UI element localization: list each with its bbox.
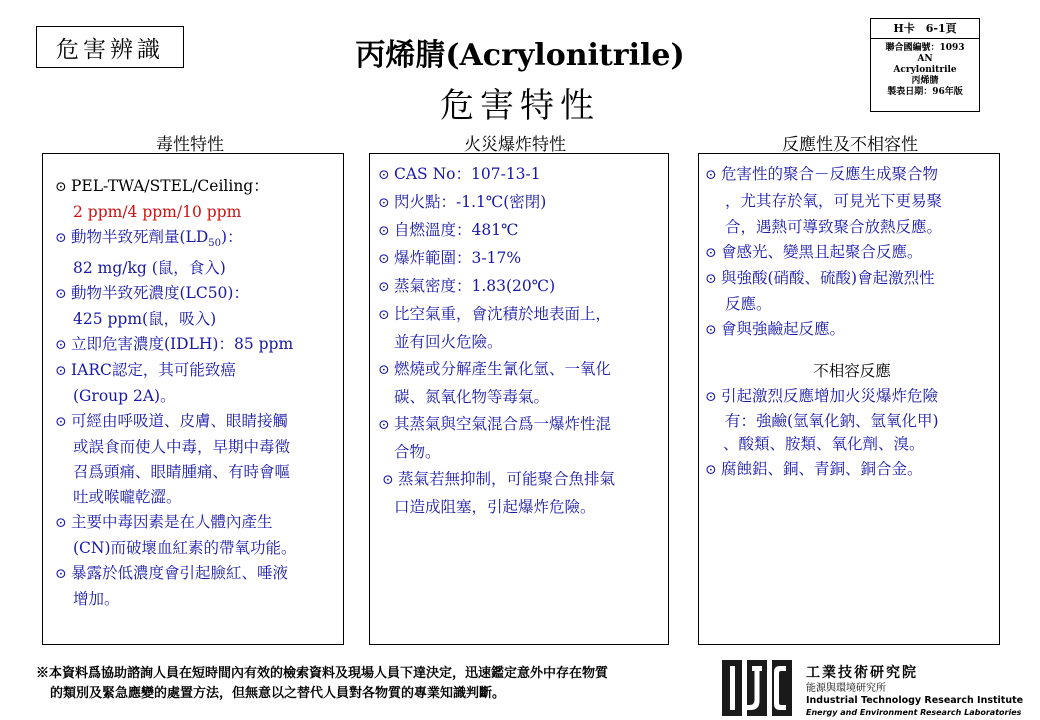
list-item: ⊙ 會感光、變黑且起聚合反應。 bbox=[705, 240, 999, 266]
english-name: Acrylonitrile bbox=[893, 65, 957, 75]
list-item: ⊙ 爆炸範圍：3-17% bbox=[378, 244, 668, 272]
hazard-identification-label: 危害辨識 bbox=[36, 26, 184, 68]
bullet-icon: ⊙ bbox=[55, 414, 67, 431]
list-item: ⊙ IARC認定，其可能致癌 bbox=[55, 358, 343, 384]
bullet-icon: ⊙ bbox=[705, 245, 717, 261]
org-english-name: Industrial Technology Research Institute bbox=[806, 695, 1024, 706]
disclaimer-note: ※本資料爲協助諮詢人員在短時間內有效的檢索資料及現場人員下達決定，迅速鑑定意外中存在物質 的類別及緊急應變的處置方法，但無意以之替代人員對各物質的專業知識判斷。 bbox=[36, 666, 609, 701]
reactivity-panel: ⊙ 危害性的聚合－反應生成聚合物 ，尤其存於氧，可見光下更易聚 合，遇熱可導致聚合放熱反應。 ⊙ 會感光、變黑且起聚合反應。 ⊙ 與強酸(硝酸、硫酸)會起激烈性 反應。 ⊙ 會與強鹼起反應。 不相容反應 ⊙ 引起激烈反應增加火災爆炸危險 有：強鹼(氫氧化鈉、氫氧化甲) 、酸類、胺類、氧化劑、溴。 ⊙ 腐蝕鋁、銅、青銅、銅合金。 bbox=[698, 153, 1000, 645]
un-number: 聯合國編號：1093 bbox=[885, 43, 965, 53]
toxicity-heading: 毒性特性 bbox=[156, 135, 224, 155]
list-item: ⊙ 主要中毒因素是在人體內產生 bbox=[55, 510, 343, 536]
list-item: ⊙ 腐蝕鋁、銅、青銅、銅合金。 bbox=[705, 457, 999, 483]
list-item: ⊙ 危害性的聚合－反應生成聚合物 bbox=[705, 162, 999, 188]
list-item: ⊙ 蒸氣密度：1.83(20℃) bbox=[378, 272, 668, 300]
list-item: ⊙ 其蒸氣與空氣混合爲一爆炸性混 bbox=[378, 410, 668, 438]
bullet-icon: ⊙ bbox=[378, 362, 390, 378]
list-item: ⊙ 會與強鹼起反應。 bbox=[705, 317, 999, 343]
list-item: ⊙ 動物半致死濃度(LC50)： bbox=[55, 281, 343, 307]
bullet-icon: ⊙ bbox=[55, 230, 67, 246]
bullet-icon: ⊙ bbox=[378, 195, 390, 211]
list-item: ⊙ 與強酸(硝酸、硫酸)會起激烈性 bbox=[705, 266, 999, 292]
bullet-icon: ⊙ bbox=[705, 271, 717, 287]
org-chinese-name: 工業技術研究院 bbox=[806, 665, 918, 681]
bullet-icon: ⊙ bbox=[378, 167, 390, 183]
fire-panel: ⊙ CAS No：107-13-1 ⊙ 閃火點：-1.1℃(密閉) ⊙ 自燃溫度：481℃ ⊙ 爆炸範圍：3-17% ⊙ 蒸氣密度：1.83(20℃) ⊙ 比空氣重，會沈積於地表面上， 並有回火危險。 ⊙ 燃燒或分解產生氰化氫、一氧化 碳、氮氧化物等毒氣。 ⊙ 其蒸氣與空氣混合爲一爆炸性混 合物。 ⊙ 蒸氣若無抑制，可能聚合魚排氣 口造成阻塞，引起爆炸危險。 bbox=[369, 153, 669, 645]
bullet-icon: ⊙ bbox=[705, 389, 717, 405]
list-item: ⊙ 燃燒或分解產生氰化氫、一氧化 bbox=[378, 355, 668, 383]
list-item: ⊙ 引起激烈反應增加火災爆炸危險 bbox=[705, 384, 999, 410]
page-title: 丙烯腈(Acrylonitrile) bbox=[355, 38, 685, 73]
bullet-icon: ⊙ bbox=[55, 566, 67, 583]
page-subtitle: 危害特性 bbox=[440, 86, 600, 126]
bullet-icon: ⊙ bbox=[378, 223, 390, 239]
bullet-icon: ⊙ bbox=[55, 515, 67, 532]
pel-value: 2 ppm/4 ppm/10 ppm bbox=[73, 203, 242, 221]
list-item: ⊙ 立即危害濃度(IDLH)：85 ppm bbox=[55, 332, 343, 358]
lc50-value: 425 ppm(鼠，吸入) bbox=[73, 310, 217, 329]
reactivity-heading: 反應性及不相容性 bbox=[782, 135, 918, 155]
list-item: ⊙ 比空氣重，會沈積於地表面上， bbox=[378, 300, 668, 328]
list-item: ⊙ 閃火點：-1.1℃(密閉) bbox=[378, 188, 668, 216]
incompatible-heading: 不相容反應 bbox=[813, 362, 891, 380]
bullet-icon: ⊙ bbox=[55, 179, 67, 195]
org-english-sub: Energy and Environment Research Laboratories bbox=[806, 708, 1022, 717]
pel-label: PEL-TWA/STEL/Ceiling： bbox=[71, 177, 269, 195]
bullet-icon: ⊙ bbox=[55, 286, 67, 303]
itri-logo-icon bbox=[722, 660, 792, 716]
card-label: H卡 6-1頁 bbox=[871, 19, 979, 39]
organization-block bbox=[806, 664, 1036, 719]
bullet-icon: ⊙ bbox=[55, 363, 67, 380]
list-item: ⊙ 蒸氣若無抑制，可能聚合魚排氣 bbox=[378, 465, 668, 493]
list-item: ⊙ 動物半致死劑量$(LD_{50})$： bbox=[55, 228, 243, 250]
list-item: ⊙ 自燃溫度：481℃ bbox=[378, 216, 668, 244]
bullet-icon: ⊙ bbox=[378, 417, 390, 433]
list-item: ⊙ 可經由呼吸道、皮膚、眼睛接觸 bbox=[55, 409, 343, 435]
bullet-icon: ⊙ bbox=[378, 251, 390, 267]
card-info-box bbox=[870, 18, 980, 112]
bullet-icon: ⊙ bbox=[705, 322, 717, 338]
list-item: ⊙ 暴露於低濃度會引起臉紅、唾液 bbox=[55, 561, 343, 587]
bullet-icon: ⊙ bbox=[382, 472, 394, 488]
bullet-icon: ⊙ bbox=[378, 307, 390, 323]
ld50-value: 82 mg/kg (鼠，食入) bbox=[73, 259, 226, 278]
bullet-icon: ⊙ bbox=[378, 279, 390, 295]
list-item bbox=[55, 170, 343, 200]
fire-heading: 火災爆炸特性 bbox=[464, 135, 566, 155]
issue-date: 製表日期：96年版 bbox=[887, 87, 963, 97]
bullet-icon: ⊙ bbox=[55, 337, 67, 354]
bullet-icon: ⊙ bbox=[705, 462, 717, 478]
abbreviation: AN bbox=[917, 54, 933, 64]
bullet-icon: ⊙ bbox=[705, 167, 717, 183]
org-department: 能源與環境研究所 bbox=[806, 683, 886, 694]
chinese-name: 丙烯腈 bbox=[911, 76, 939, 86]
list-item: ⊙ CAS No：107-13-1 bbox=[378, 162, 668, 188]
toxicity-panel: ⊙ PEL-TWA/STEL/Ceiling： 2 ppm/4 ppm/10 ppm ⊙ 動物半致死劑量$(LD_{50})$： 82 mg/kg (鼠，食入) ⊙ 動物半致死濃度(LC50)： 425 ppm(鼠，吸入) ⊙ 立即危害濃度(IDLH)：85 ppm ⊙ IARC認定，其可能致癌 (Group 2A)。 ⊙ 可經由呼吸道、皮膚、眼睛接觸 或誤食而使人中毒，早期中毒徵 召爲頭痛、眼睛腫痛、有時會嘔 吐或喉嚨乾澀。 ⊙ 主要中毒因素是在人體內產生 (CN)而破壞血紅素的帶氧功能。 ⊙ 暴露於低濃度會引起臉紅、唾液 增加。 bbox=[42, 153, 344, 645]
